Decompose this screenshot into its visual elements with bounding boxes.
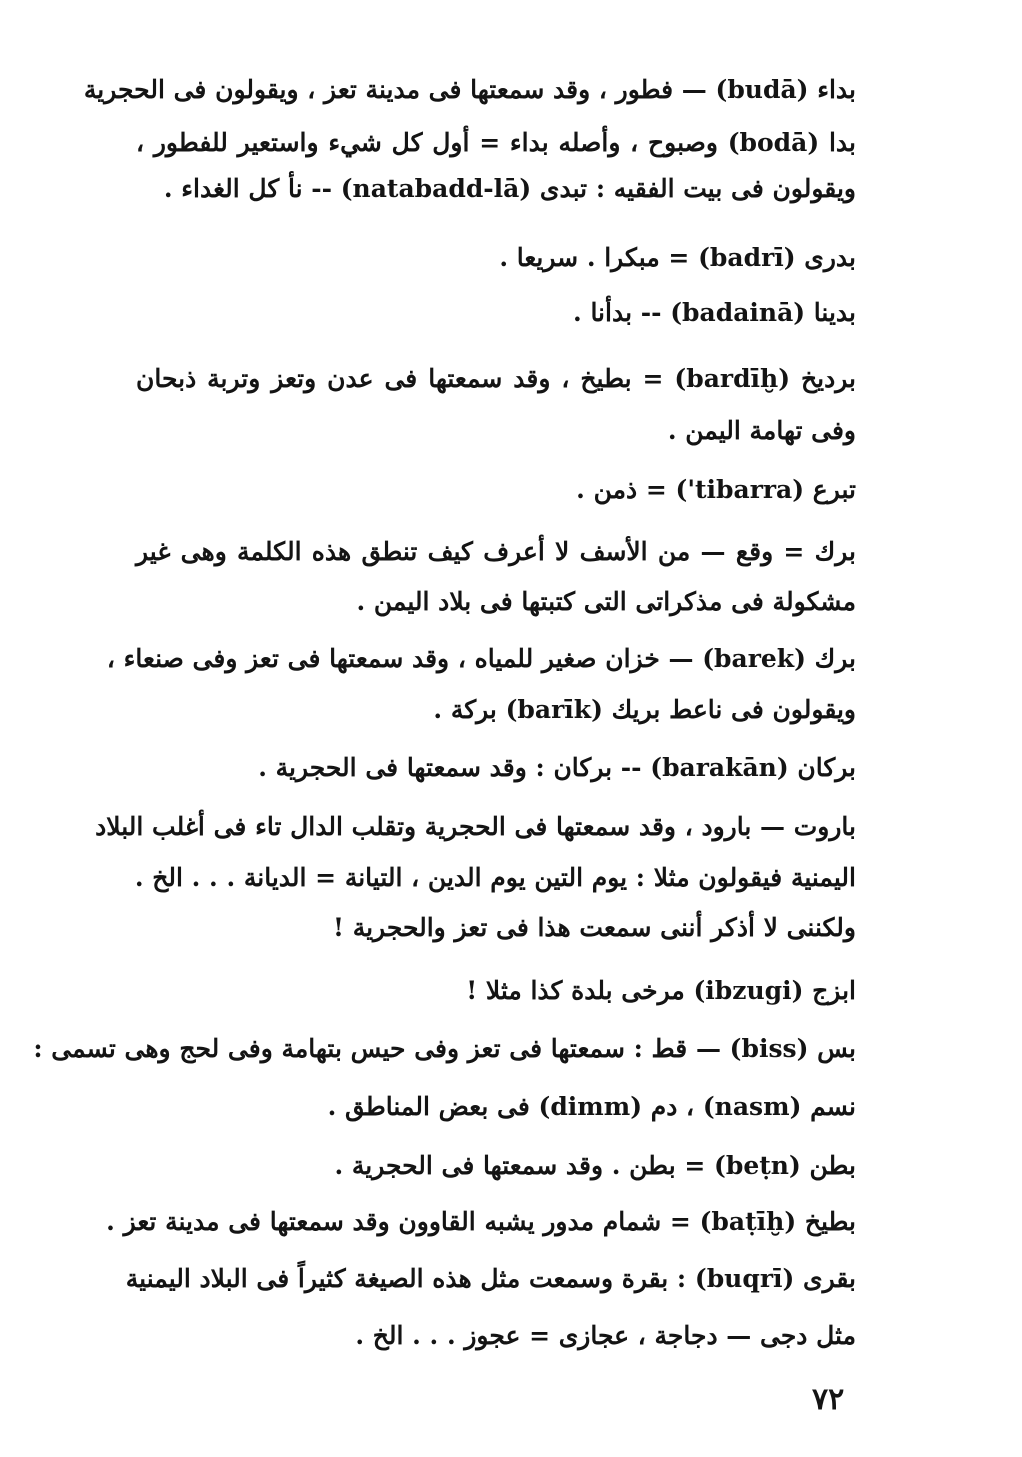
text-line: ويقولون فى ناعط بريك (barīk) بركة . bbox=[433, 695, 856, 724]
text-line: نسم (nasm) ، دم (dimm) فى بعض المناطق . bbox=[327, 1092, 856, 1121]
text-line: ويقولون فى بيت الفقيه : تبدى (natabadd-lā) -- نأ كل الغداء . bbox=[163, 174, 856, 203]
text-line: اليمنية فيقولون مثلا : يوم التين يوم الدين ، التيانة = الديانة . . . الخ . bbox=[134, 863, 856, 892]
text-line: ولكننى لا أذكر أننى سمعت هذا فى تعز والحجرية ! bbox=[333, 913, 856, 942]
text-line: باروت — بارود ، وقد سمعتها فى الحجرية وتقلب الدال تاء فى أغلب البلاد bbox=[95, 812, 856, 841]
text-line: بدينا (badainā) -- بدأنا . bbox=[573, 298, 856, 327]
text-line: بركان (barakān) -- بركان : وقد سمعتها فى الحجرية . bbox=[258, 753, 856, 782]
text-line: ابزج (ibzugi) مرخى بلدة كذا مثلا ! bbox=[466, 976, 856, 1005]
text-line: مثل دجى — دجاجة ، عجازى = عجوز . . . الخ . bbox=[355, 1321, 856, 1350]
text-line: وفى تهامة اليمن . bbox=[667, 416, 856, 445]
text-line: برك (barek) — خزان صغير للمياه ، وقد سمعتها فى تعز وفى صنعاء ، bbox=[106, 644, 856, 673]
text-line: بطن (beṭn) = بطن . وقد سمعتها فى الحجرية . bbox=[334, 1151, 856, 1180]
text-line: بدرى (badrī) = مبكرا . سريعا . bbox=[499, 243, 856, 272]
text-line: برديخ (bardīḫ) = بطيخ ، وقد سمعتها فى عدن وتعز وتربة ذبحان bbox=[136, 364, 856, 393]
text-line: بطيخ (baṭīḫ) = شمام مدور يشبه القاوون وقد سمعتها فى مدينة تعز . bbox=[106, 1207, 856, 1236]
text-line: مشكولة فى مذكراتى التى كتبتها فى بلاد اليمن . bbox=[356, 587, 856, 616]
page-number: ٧٢ bbox=[812, 1382, 845, 1417]
text-line: بس (biss) — قط : سمعتها فى تعز وفى حيس بتهامة وفى لحج وهى تسمى : bbox=[33, 1034, 856, 1063]
text-line: بقرى (buqrī) : بقرة وسمعت مثل هذه الصيغة كثيراً فى البلاد اليمنية bbox=[125, 1264, 856, 1293]
text-line: برك = وقع — من الأسف لا أعرف كيف تنطق هذه الكلمة وهى غير bbox=[136, 537, 856, 566]
text-line: تبرع (tibarra') = ذمن . bbox=[576, 475, 856, 504]
text-line: بداء (budā) — فطور ، وقد سمعتها فى مدينة تعز ، ويقولون فى الحجرية bbox=[83, 75, 856, 104]
text-line: بدا (bodā) وصبوح ، وأصله بداء = أول كل شيء واستعير للفطور ، bbox=[136, 128, 857, 157]
